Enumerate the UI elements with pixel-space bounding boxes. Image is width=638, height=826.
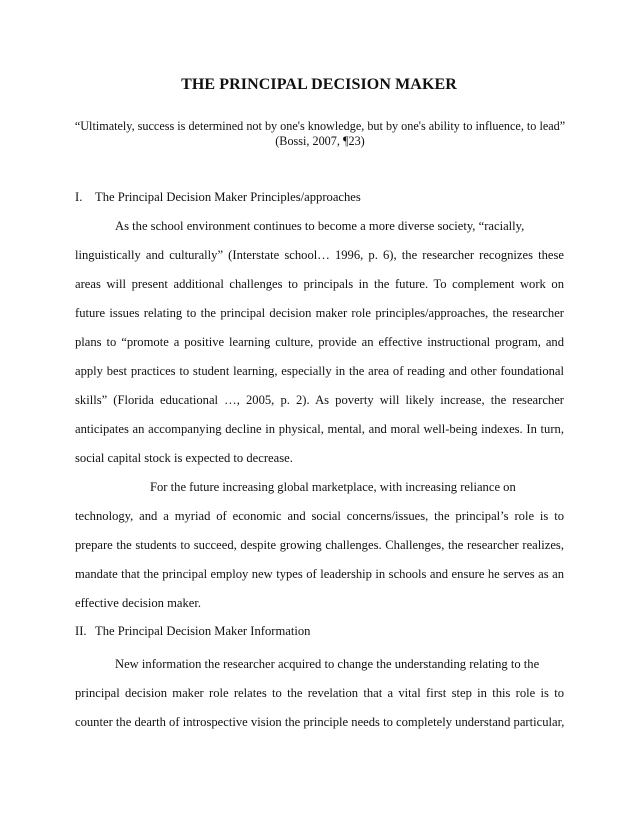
paragraph-line: skills” (Florida educational …, 2005, p. 2). As poverty will likely increase, the researcher (75, 393, 564, 407)
epigraph (70, 119, 570, 149)
epigraph-citation: (Bossi, 2007, ¶23) (275, 134, 365, 148)
paragraph-line: apply best practices to student learning, especially in the area of reading and other foundational (75, 364, 564, 378)
document-title: THE PRINCIPAL DECISION MAKER (181, 76, 457, 93)
paragraph-line: As the school environment continues to become a more diverse society, “racially, (115, 219, 525, 233)
paragraph-line: effective decision maker. (75, 596, 201, 610)
section-heading-2 (75, 624, 310, 639)
section-heading-text: The Principal Decision Maker Principles/approaches (95, 190, 361, 204)
paragraph-line: future issues relating to the principal decision maker role principles/approaches, the researcher (75, 306, 564, 320)
paragraph-line: areas will present additional challenges to principals in the future. To complement work on (75, 277, 564, 291)
paragraph-line: New information the researcher acquired to change the understanding relating to the (115, 657, 540, 671)
section-heading-1 (75, 190, 361, 205)
paragraph-line: anticipates an accompanying decline in physical, mental, and moral well-being indexes. In turn, (75, 422, 564, 436)
paragraph-line: counter the dearth of introspective vision the principle needs to completely understand particular, (75, 715, 565, 729)
paragraph-line: linguistically and culturally” (Interstate school… 1996, p. 6), the researcher recognizes these (75, 248, 564, 262)
paragraph-line: plans to “promote a positive learning culture, provide an effective instructional program, and (75, 335, 564, 349)
paragraph-line: For the future increasing global marketplace, with increasing reliance on (150, 480, 516, 494)
section-number: II. (75, 624, 87, 638)
epigraph-quote: “Ultimately, success is determined not by one's knowledge, but by one's ability to influence, to lead” (74, 119, 566, 133)
section-heading-text: The Principal Decision Maker Information (95, 624, 311, 638)
section-number: I. (75, 190, 83, 204)
paragraph-line: social capital stock is expected to decrease. (75, 451, 293, 465)
paragraph-line: prepare the students to succeed, despite growing challenges. Challenges, the researcher realizes, (75, 538, 564, 552)
paragraph-line: mandate that the principal employ new types of leadership in schools and ensure he serves as an (75, 567, 564, 581)
paragraph-line: technology, and a myriad of economic and social concerns/issues, the principal’s role is to (75, 509, 564, 523)
paragraph-line: principal decision maker role relates to the revelation that a vital first step in this role is to (75, 686, 564, 700)
